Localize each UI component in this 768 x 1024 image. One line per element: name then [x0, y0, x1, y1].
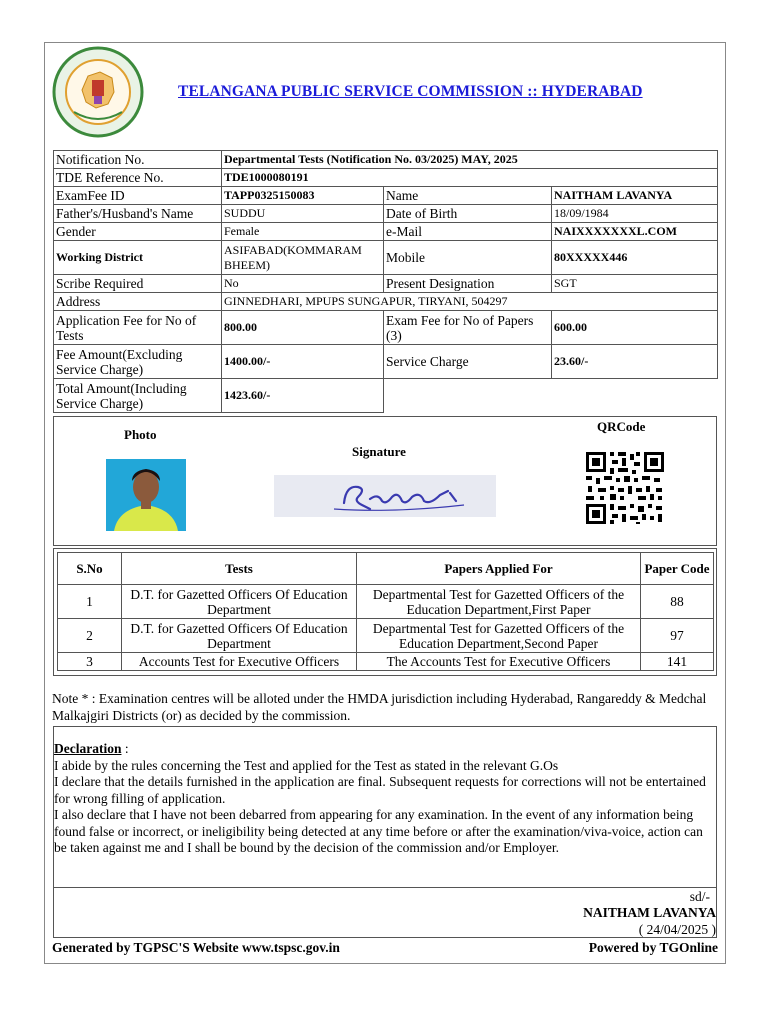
footer-powered: Powered by TGOnline	[588, 940, 718, 955]
divider	[54, 887, 716, 888]
designation-label: Present Designation	[384, 275, 552, 293]
tests-table	[57, 552, 714, 671]
designation-value: SGT	[552, 275, 718, 293]
declaration-section	[53, 726, 717, 938]
col-papers: Papers Applied For	[357, 553, 641, 585]
total-amount-value: 1423.60/-	[222, 379, 384, 413]
row-sno: 2	[58, 619, 122, 653]
mobile-label: Mobile	[384, 241, 552, 275]
col-paper-code: Paper Code	[641, 553, 714, 585]
address-value: GINNEDHARI, MPUPS SUNGAPUR, TIRYANI, 504297	[222, 293, 718, 311]
photo-label: Photo	[124, 427, 157, 442]
footer-generated: Generated by TGPSC'S Website www.tspsc.gov.in	[52, 940, 340, 955]
exam-centre-note: Note * : Examination centres will be alloted under the HMDA jurisdiction including Hyderabad, Rangareddy & Medchal Malkajgiri Districts (or) as decided by the commission.	[52, 691, 707, 723]
appfee-value: 800.00	[222, 311, 384, 345]
info-row	[54, 311, 718, 345]
email-label: e-Mail	[384, 223, 552, 241]
tde-label: TDE Reference No.	[54, 169, 222, 187]
sd-mark: sd/-	[689, 889, 710, 904]
appfee-label: Application Fee for No of Tests	[54, 311, 222, 345]
fee-amount-value: 1400.00/-	[222, 345, 384, 379]
dob-value: 18/09/1984	[552, 205, 718, 223]
exam-papers-fee-value: 600.00	[552, 311, 718, 345]
declaration-line-3: I also declare that I have not been debarred from appearing for any examination. In the event of any information being found false or incorrect, or ineligibility being detected at any time before or after the examination/viva-voice, action can be taken against me and I shall be bound by the decision of the commission and/or Employer.	[54, 807, 703, 855]
col-tests: Tests	[122, 553, 357, 585]
row-test: D.T. for Gazetted Officers Of Education Department	[122, 585, 357, 619]
row-test: Accounts Test for Executive Officers	[122, 653, 357, 671]
qr-code	[584, 450, 666, 526]
dob-label: Date of Birth	[384, 205, 552, 223]
district-value: ASIFABAD(KOMMARAM BHEEM)	[222, 241, 384, 275]
info-row	[54, 187, 718, 205]
declaration-heading: Declaration	[54, 741, 122, 756]
father-value: SUDDU	[222, 205, 384, 223]
tspsc-logo	[52, 46, 144, 138]
tde-value: TDE1000080191	[222, 169, 718, 187]
signer-name: NAITHAM LAVANYA	[583, 905, 716, 920]
info-row	[54, 151, 718, 169]
row-paper: The Accounts Test for Executive Officers	[357, 653, 641, 671]
page-title: TELANGANA PUBLIC SERVICE COMMISSION :: HYDERABAD	[178, 83, 643, 100]
media-section	[53, 416, 717, 546]
declaration-text	[54, 741, 716, 857]
address-label: Address	[54, 293, 222, 311]
row-paper: Departmental Test for Gazetted Officers of the Education Department,Second Paper	[357, 619, 641, 653]
gender-value: Female	[222, 223, 384, 241]
declaration-line-2: I declare that the details furnished in the application are final. Subsequent requests for corrections will not be entertained for wrong filling of application.	[54, 774, 706, 806]
notification-label: Notification No.	[54, 151, 222, 169]
qr-label: QRCode	[597, 419, 646, 434]
row-paper: Departmental Test for Gazetted Officers of the Education Department,First Paper	[357, 585, 641, 619]
table-row	[58, 619, 714, 653]
table-row	[58, 585, 714, 619]
gender-label: Gender	[54, 223, 222, 241]
declaration-heading-line	[54, 741, 716, 758]
info-row	[54, 275, 718, 293]
row-test: D.T. for Gazetted Officers Of Education Department	[122, 619, 357, 653]
scribe-label: Scribe Required	[54, 275, 222, 293]
fee-amount-label: Fee Amount(Excluding Service Charge)	[54, 345, 222, 379]
declaration-line-1: I abide by the rules concerning the Test and applied for the Test as stated in the relevant G.Os	[54, 757, 559, 773]
row-code: 141	[641, 653, 714, 671]
row-code: 97	[641, 619, 714, 653]
email-value: NAIXXXXXXXL.COM	[552, 223, 718, 241]
mobile-value: 80XXXXX446	[552, 241, 718, 275]
col-sno: S.No	[58, 553, 122, 585]
exam-papers-fee-label: Exam Fee for No of Papers (3)	[384, 311, 552, 345]
signature-label: Signature	[352, 444, 406, 459]
signed-date: ( 24/04/2025 )	[638, 922, 716, 937]
applicant-signature	[274, 475, 496, 517]
examfee-label: ExamFee ID	[54, 187, 222, 205]
service-charge-label: Service Charge	[384, 345, 552, 379]
applicant-photo	[106, 459, 186, 531]
name-label: Name	[384, 187, 552, 205]
tests-section	[53, 548, 717, 676]
district-label: Working District	[54, 241, 222, 275]
row-sno: 1	[58, 585, 122, 619]
info-row	[54, 169, 718, 187]
empty-cell	[384, 379, 718, 413]
table-row	[58, 653, 714, 671]
declaration-colon: :	[121, 741, 129, 756]
row-code: 88	[641, 585, 714, 619]
info-row	[54, 293, 718, 311]
total-amount-label: Total Amount(Including Service Charge)	[54, 379, 222, 413]
examfee-value: TAPP0325150083	[222, 187, 384, 205]
scribe-value: No	[222, 275, 384, 293]
info-row	[54, 241, 718, 275]
applicant-info-table	[53, 150, 718, 413]
tests-header-row	[58, 553, 714, 585]
info-row	[54, 379, 718, 413]
service-charge-value: 23.60/-	[552, 345, 718, 379]
row-sno: 3	[58, 653, 122, 671]
info-row	[54, 205, 718, 223]
info-row	[54, 345, 718, 379]
notification-value: Departmental Tests (Notification No. 03/2025) MAY, 2025	[222, 151, 718, 169]
info-row	[54, 223, 718, 241]
name-value: NAITHAM LAVANYA	[552, 187, 718, 205]
father-label: Father's/Husband's Name	[54, 205, 222, 223]
